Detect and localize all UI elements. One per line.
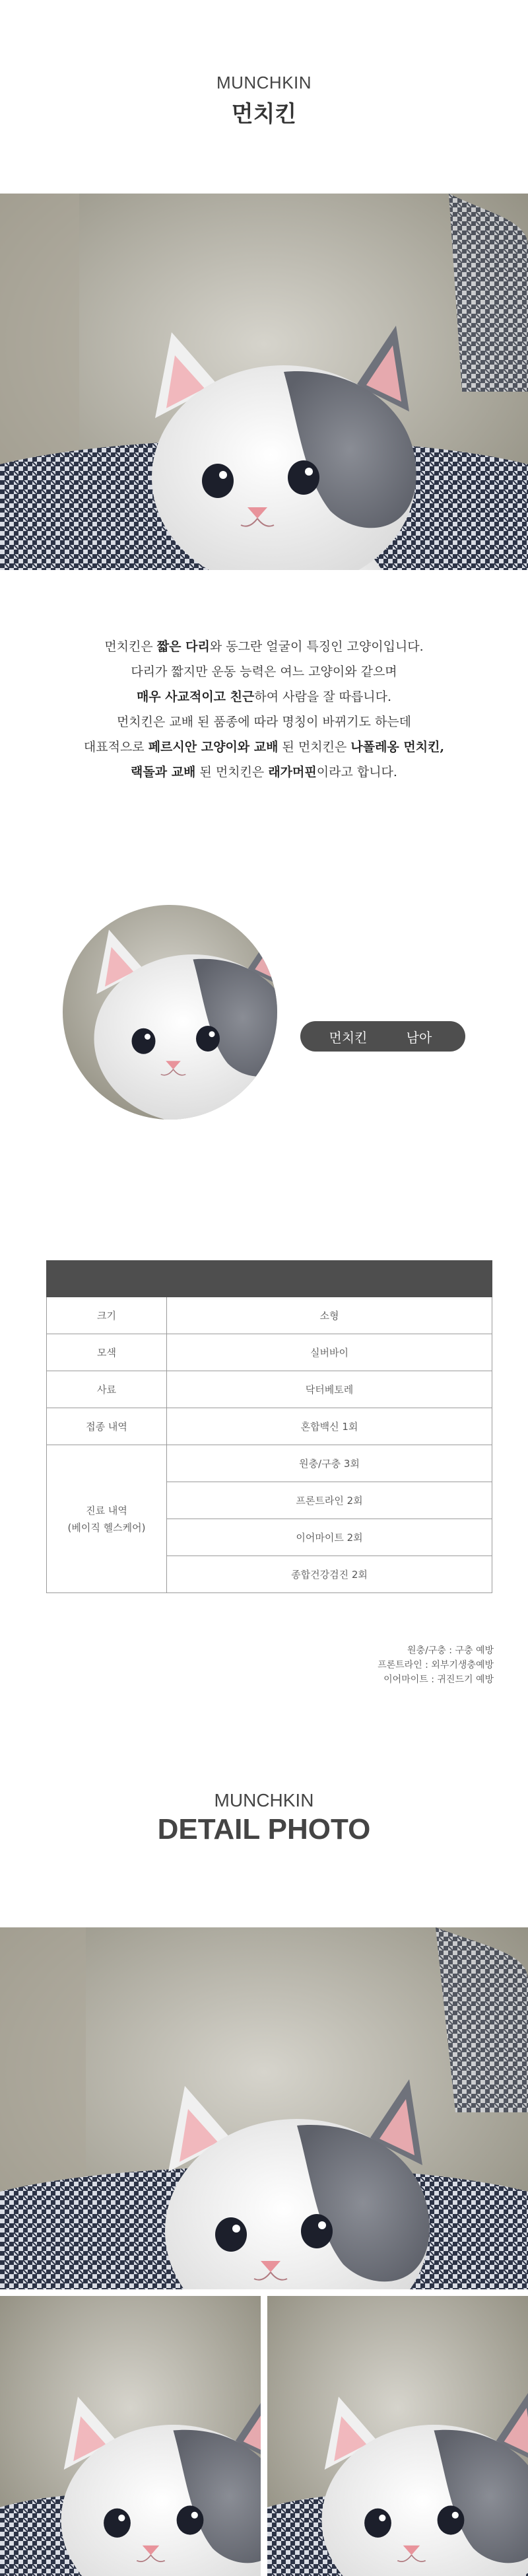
description-bold: 랙돌과 교배 bbox=[131, 765, 196, 779]
row-value: 소형 bbox=[167, 1297, 492, 1334]
description-bold: 매우 사교적이고 친근 bbox=[136, 690, 255, 704]
description-line bbox=[0, 709, 528, 734]
breed-label: 먼치킨 bbox=[329, 1029, 368, 1046]
description-line bbox=[0, 760, 528, 785]
footnote: 프론트라인 : 외부기생충예방 bbox=[378, 1660, 494, 1670]
description-text: 이라고 합니다. bbox=[316, 765, 397, 779]
table-row bbox=[47, 1371, 492, 1408]
row-label: 모색 bbox=[47, 1334, 167, 1371]
profile-pill bbox=[300, 1021, 465, 1052]
description-line bbox=[0, 734, 528, 760]
medical-label-line1: 진료 내역 bbox=[86, 1504, 127, 1517]
description-text: 와 동그란 얼굴이 특징인 고양이입니다. bbox=[209, 639, 424, 654]
table-row bbox=[47, 1445, 492, 1482]
detail-title: DETAIL PHOTO bbox=[157, 1813, 371, 1845]
hero-photo bbox=[0, 194, 528, 570]
description-text: 하여 사람을 잘 따릅니다. bbox=[254, 690, 392, 704]
table-header-cell bbox=[47, 1261, 167, 1297]
row-value: 닥터베토레 bbox=[167, 1371, 492, 1408]
detail-photo-large bbox=[0, 1927, 528, 2289]
description-bold: 짧은 다리 bbox=[156, 639, 210, 654]
medical-item: 이어마이트 2회 bbox=[167, 1519, 492, 1556]
detail-brand: MUNCHKIN bbox=[214, 1790, 314, 1810]
medical-label bbox=[47, 1445, 167, 1593]
info-table bbox=[46, 1260, 492, 1593]
sex-label: 남아 bbox=[406, 1029, 432, 1046]
row-label: 접종 내역 bbox=[47, 1408, 167, 1445]
description-text: 먼치킨은 bbox=[104, 639, 157, 654]
description-text: 먼치킨은 교배 된 품종에 따라 명칭이 바뀌기도 하는데 bbox=[116, 715, 412, 729]
description-bold: 래가머핀 bbox=[268, 765, 317, 779]
medical-item: 원충/구충 3회 bbox=[167, 1445, 492, 1482]
description-text: 대표적으로 bbox=[83, 740, 148, 754]
brand-english: MUNCHKIN bbox=[216, 73, 312, 92]
footnote: 원충/구충 : 구충 예방 bbox=[407, 1645, 494, 1656]
table-row bbox=[47, 1408, 492, 1445]
medical-label-line2: (베이직 헬스케어) bbox=[67, 1521, 146, 1534]
row-label: 크기 bbox=[47, 1297, 167, 1334]
description-line bbox=[0, 659, 528, 684]
medical-item: 종합건강검진 2회 bbox=[167, 1556, 492, 1593]
detail-photo-right bbox=[267, 2296, 528, 2576]
description-text: 된 먼치킨은 bbox=[278, 740, 351, 754]
table-row bbox=[47, 1297, 492, 1334]
footnote: 이어마이트 : 귀진드기 예방 bbox=[383, 1674, 494, 1685]
profile-photo bbox=[63, 905, 277, 1120]
description-bold: 나폴레옹 먼치킨, bbox=[350, 740, 445, 754]
description bbox=[0, 634, 528, 785]
description-text: 된 먼치킨은 bbox=[195, 765, 269, 779]
footnotes bbox=[378, 1643, 494, 1687]
description-text: 다리가 짧지만 운동 능력은 여느 고양이와 같으며 bbox=[131, 664, 397, 679]
medical-item: 프론트라인 2회 bbox=[167, 1482, 492, 1519]
row-value: 혼합백신 1회 bbox=[167, 1408, 492, 1445]
detail-photo-left bbox=[0, 2296, 261, 2576]
description-line bbox=[0, 684, 528, 709]
table-header-cell bbox=[167, 1261, 492, 1297]
brand-korean: 먼치킨 bbox=[231, 101, 297, 127]
row-label: 사료 bbox=[47, 1371, 167, 1408]
description-line bbox=[0, 634, 528, 659]
table-header-row bbox=[47, 1261, 492, 1297]
table-row bbox=[47, 1334, 492, 1371]
description-bold: 페르시안 고양이와 교배 bbox=[148, 740, 279, 754]
row-value: 실버바이 bbox=[167, 1334, 492, 1371]
